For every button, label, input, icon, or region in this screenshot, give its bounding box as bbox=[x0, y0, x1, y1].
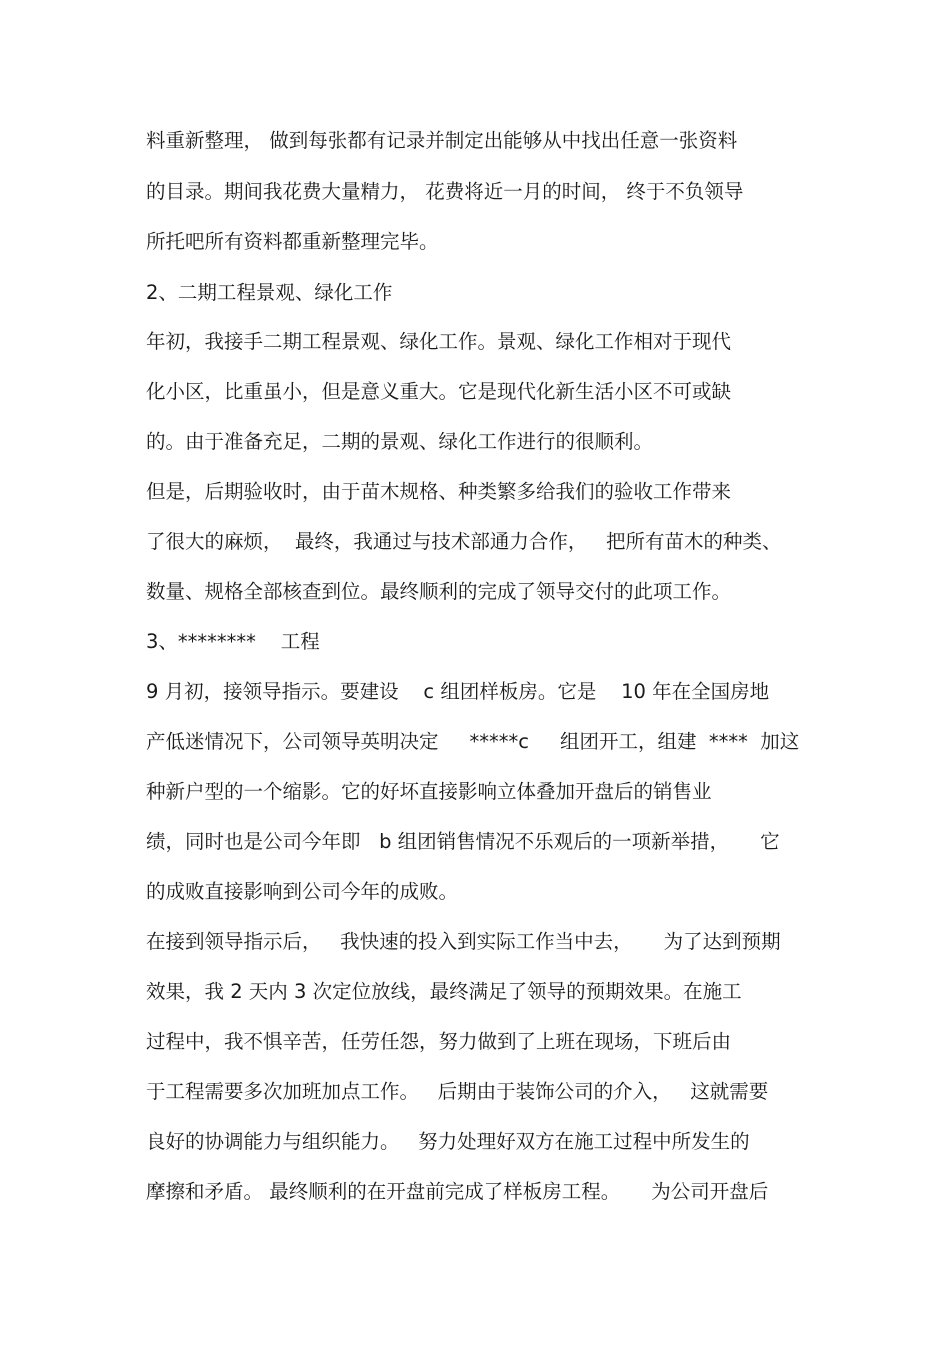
text-line: 种新户型的一个缩影。它的好坏直接影响立体叠加开盘后的销售业 bbox=[146, 780, 712, 803]
text-line: 化小区，比重虽小，但是意义重大。它是现代化新生活小区不可或缺 bbox=[146, 380, 732, 403]
text-line: 了很大的麻烦， 最终，我通过与技术部通力合作， 把所有苗木的种类、 bbox=[146, 530, 782, 553]
text-line: 的目录。期间我花费大量精力， 花费将近一月的时间， 终于不负领导 bbox=[146, 180, 744, 203]
text-line: 产低迷情况下，公司领导英明决定 *****c 组团开工，组建 **** 加这 bbox=[146, 730, 800, 753]
text-line: 于工程需要多次加班加点工作。 后期由于装饰公司的介入， 这就需要 bbox=[146, 1080, 769, 1103]
text-line: 绩，同时也是公司今年即 b 组团销售情况不乐观后的一项新举措， 它 bbox=[146, 830, 780, 853]
section-heading: 2、二期工程景观、绿化工作 bbox=[146, 281, 393, 304]
text-line: 效果，我 2 天内 3 次定位放线，最终满足了领导的预期效果。在施工 bbox=[146, 980, 742, 1003]
text-line: 数量、规格全部核查到位。最终顺利的完成了领导交付的此项工作。 bbox=[146, 580, 732, 603]
text-line: 的。由于准备充足，二期的景观、绿化工作进行的很顺利。 bbox=[146, 430, 654, 453]
text-line: 所托吧所有资料都重新整理完毕。 bbox=[146, 230, 439, 253]
text-line: 良好的协调能力与组织能力。 努力处理好双方在施工过程中所发生的 bbox=[146, 1130, 750, 1153]
text-line: 摩擦和矛盾。 最终顺利的在开盘前完成了样板房工程。 为公司开盘后 bbox=[146, 1180, 769, 1203]
text-line: 在接到领导指示后， 我快速的投入到实际工作当中去， 为了达到预期 bbox=[146, 930, 781, 953]
text-line: 料重新整理， 做到每张都有记录并制定出能够从中找出任意一张资料 bbox=[146, 129, 738, 152]
text-line: 年初，我接手二期工程景观、绿化工作。景观、绿化工作相对于现代 bbox=[146, 330, 732, 353]
text-line: 的成败直接影响到公司今年的成败。 bbox=[146, 880, 459, 903]
text-line: 过程中，我不惧辛苦，任劳任怨，努力做到了上班在现场，下班后由 bbox=[146, 1030, 732, 1053]
text-line: 但是，后期验收时，由于苗木规格、种类繁多给我们的验收工作带来 bbox=[146, 480, 732, 503]
section-heading: 3、******** 工程 bbox=[146, 630, 320, 653]
text-line: 9 月初，接领导指示。要建设 c 组团样板房。它是 10 年在全国房地 bbox=[146, 680, 770, 703]
